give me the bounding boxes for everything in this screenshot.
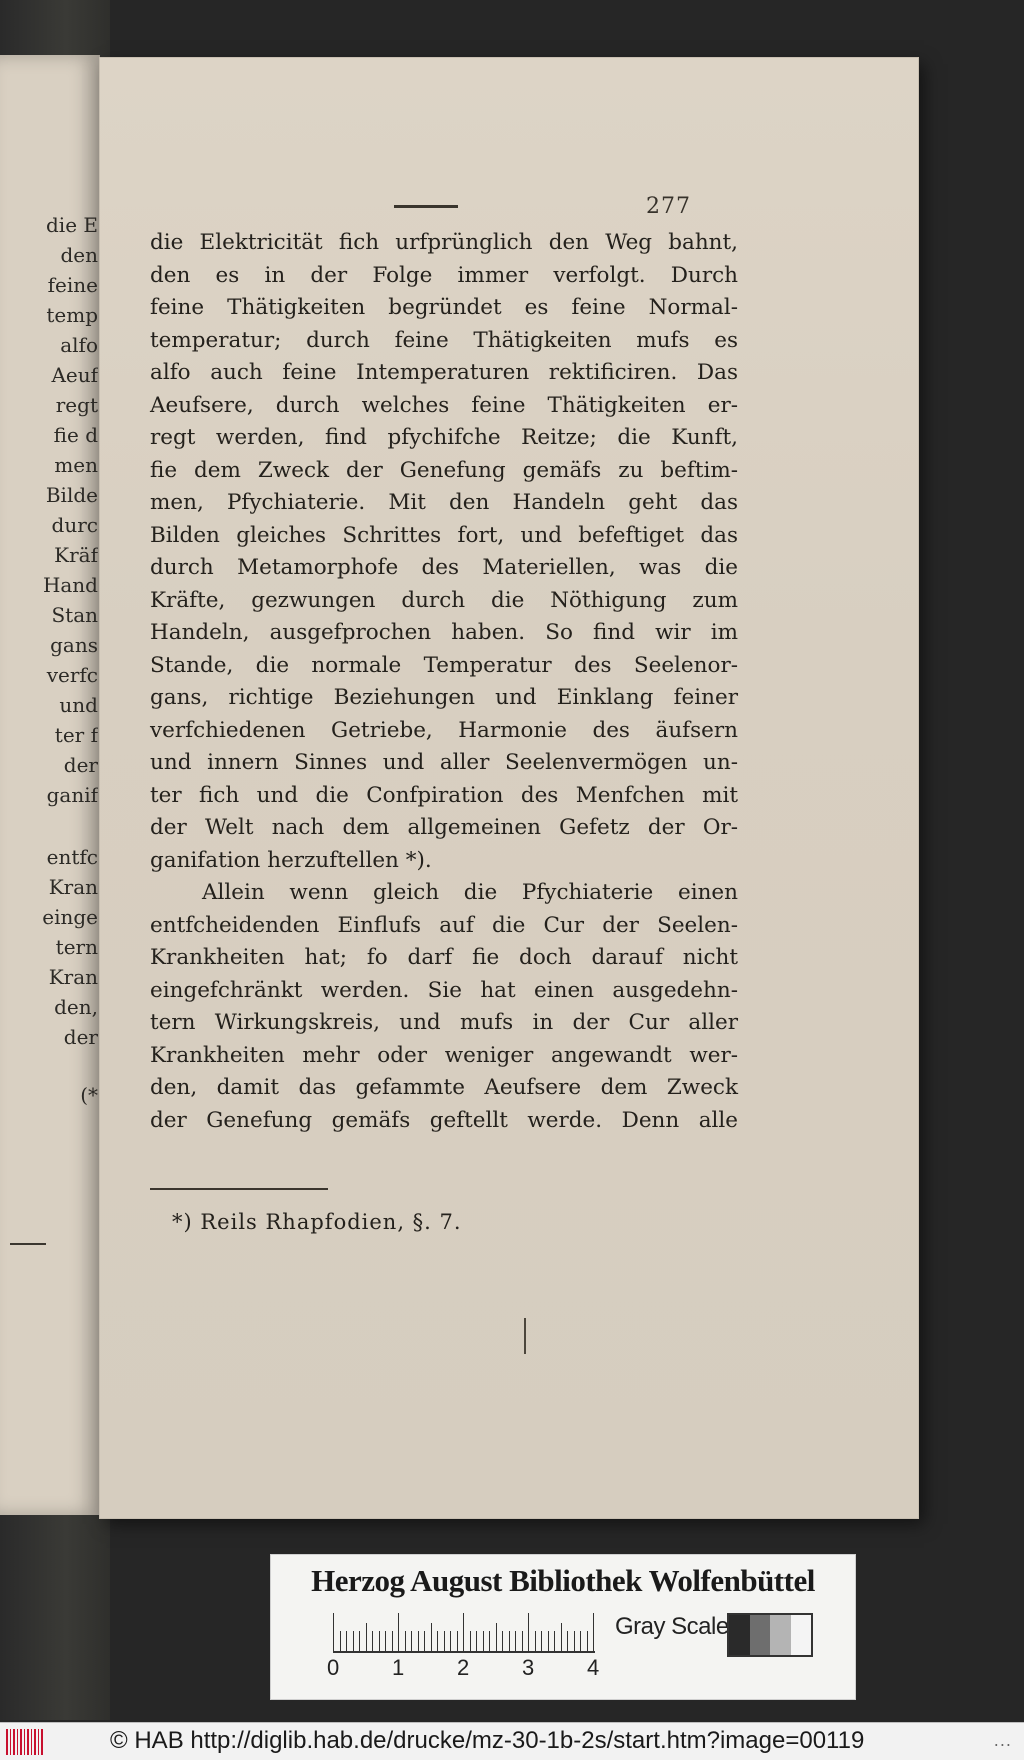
- text-line: regt werden, find pfychifche Reitze; die Kunft,: [150, 425, 738, 450]
- ruler-number: 2: [457, 1655, 470, 1680]
- footnote: *) Reils Rhapfodien, §. 7.: [172, 1210, 462, 1234]
- ruler-tick: [580, 1631, 581, 1651]
- text-line: Handeln, ausgefprochen haben. So find wir im: [150, 620, 738, 645]
- left-page-fragment: durc: [51, 513, 98, 537]
- header-rule: [394, 205, 458, 208]
- ruler-tick: [528, 1613, 529, 1651]
- book-page: [100, 58, 918, 1518]
- text-line: der Genefung gemäfs geftellt werde. Denn alle: [150, 1107, 738, 1133]
- ruler-tick: [548, 1631, 549, 1651]
- ruler-tick: [333, 1613, 334, 1651]
- text-line: Allein wenn gleich die Pfychiaterie einen: [202, 880, 738, 905]
- text-line: tern Wirkungskreis, und mufs in der Cur aller: [150, 1010, 738, 1035]
- left-page-fragment: die E: [46, 213, 98, 237]
- text-line: fie dem Zweck der Genefung gemäfs zu beftim-: [150, 457, 738, 483]
- left-page-fragment: Kran: [48, 965, 98, 989]
- text-line: Bilden gleiches Schrittes fort, und befeftiget das: [150, 522, 738, 548]
- swatch-dark-gray: [750, 1615, 771, 1655]
- ruler-number: 4: [587, 1655, 600, 1680]
- ruler-tick: [359, 1631, 360, 1651]
- ruler-tick: [424, 1631, 425, 1651]
- text-line: durch Metamorphofe des Materiellen, was die: [150, 555, 738, 580]
- ruler-tick: [405, 1631, 406, 1651]
- ruler-tick: [587, 1631, 588, 1651]
- ruler-tick: [554, 1631, 555, 1651]
- swatch-white: [791, 1615, 812, 1655]
- ruler-tick: [372, 1631, 373, 1651]
- left-page-fragment: der: [63, 753, 98, 777]
- text-line: temperatur; durch feine Thätigkeiten mufs es: [150, 327, 738, 353]
- text-line: entfcheidenden Einflufs auf die Cur der Seelen-: [150, 912, 738, 938]
- ruler-tick: [392, 1631, 393, 1651]
- left-page-fragment: Aeuf: [51, 363, 98, 387]
- left-page-fragment: alfo: [60, 333, 98, 357]
- gray-scale-swatches: [727, 1613, 813, 1657]
- text-line: verfchiedenen Getriebe, Harmonie des äufsern: [150, 717, 738, 743]
- ruler-tick: [457, 1631, 458, 1651]
- left-page-fragment: verfc: [46, 663, 98, 687]
- text-line: Krankheiten mehr oder weniger angewandt wer-: [150, 1042, 738, 1068]
- ruler-tick: [379, 1631, 380, 1651]
- ruler-tick: [515, 1631, 516, 1651]
- left-page-fragment: regt: [55, 393, 98, 417]
- left-page-fragment: ganif: [46, 783, 98, 807]
- ruler-tick: [522, 1631, 523, 1651]
- ruler-tick: [346, 1631, 347, 1651]
- ruler-tick: [411, 1631, 412, 1651]
- ruler-tick: [574, 1631, 575, 1651]
- left-page-fragment: einge: [42, 905, 98, 929]
- text-line: den, damit das gefammte Aeufsere dem Zweck: [150, 1075, 738, 1100]
- text-line: Aeufsere, durch welches feine Thätigkeiten er-: [150, 392, 738, 418]
- left-page-fragment: feine: [47, 273, 98, 297]
- text-line: ganifation herzuftellen *).: [150, 847, 432, 873]
- text-line: gans, richtige Beziehungen und Einklang feiner: [150, 685, 738, 710]
- text-line: alfo auch feine Intemperaturen rektificiren. Das: [150, 360, 738, 385]
- ruler-number: 0: [327, 1655, 340, 1680]
- ruler-tick: [431, 1623, 432, 1651]
- ruler-tick: [509, 1631, 510, 1651]
- ruler-number: 1: [392, 1655, 405, 1680]
- ruler-tick: [444, 1631, 445, 1651]
- ruler-tick: [496, 1623, 497, 1651]
- more-menu-icon[interactable]: ...: [993, 1731, 1012, 1750]
- ruler-tick: [483, 1631, 484, 1651]
- left-page-fragment: entfc: [46, 845, 98, 869]
- ruler-tick: [340, 1631, 341, 1651]
- left-page-fragment: (*: [80, 1083, 98, 1107]
- left-page-fragment: Hand: [42, 573, 98, 597]
- swatch-black: [729, 1615, 750, 1655]
- ruler-tick: [398, 1613, 399, 1651]
- left-page-fragment: tern: [55, 935, 98, 959]
- ruler-tick: [489, 1631, 490, 1651]
- left-page-fragment: den: [60, 243, 98, 267]
- left-page-fragment: Stan: [51, 603, 98, 627]
- left-page-fragment: Bilde: [45, 483, 98, 507]
- text-line: den es in der Folge immer verfolgt. Durch: [150, 262, 738, 288]
- left-page-fragment: und: [59, 693, 98, 717]
- ruler-tick: [561, 1623, 562, 1651]
- measurement-ruler: [333, 1613, 595, 1653]
- left-page-fragment: men: [54, 453, 98, 477]
- ruler-tick: [385, 1631, 386, 1651]
- text-line: die Elektricität fich urfprünglich den Weg bahnt,: [150, 230, 738, 255]
- ruler-tick: [353, 1631, 354, 1651]
- text-line: feine Thätigkeiten begründet es feine Normal-: [150, 295, 738, 320]
- ruler-number: 3: [522, 1655, 535, 1680]
- ruler-tick: [502, 1631, 503, 1651]
- source-url-link[interactable]: © HAB http://diglib.hab.de/drucke/mz-30-1b-2s/start.htm?image=00119: [110, 1727, 865, 1754]
- ruler-tick: [535, 1631, 536, 1651]
- card-title: Herzog August Bibliothek Wolfenbüttel: [311, 1563, 815, 1598]
- left-page-fragment: ter f: [54, 723, 98, 747]
- text-line: Kräfte, gezwungen durch die Nöthigung zum: [150, 587, 738, 613]
- left-page-fragment: Kräf: [54, 543, 98, 567]
- status-bar: [0, 1722, 1024, 1760]
- left-page-fragment: fie d: [53, 423, 98, 447]
- ruler-tick: [366, 1623, 367, 1651]
- ruler-tick: [567, 1631, 568, 1651]
- ruler-tick: [476, 1631, 477, 1651]
- hab-logo-icon[interactable]: [6, 1729, 44, 1755]
- color-calibration-card: [270, 1554, 856, 1700]
- left-page-fragment: gans: [50, 633, 98, 657]
- footnote-rule: [150, 1188, 328, 1190]
- text-line: men, Pfychiaterie. Mit den Handeln geht das: [150, 490, 738, 515]
- ruler-tick: [541, 1631, 542, 1651]
- paper-crease: [524, 1318, 526, 1354]
- ruler-tick: [593, 1613, 594, 1651]
- left-footnote-rule: [10, 1243, 46, 1245]
- left-page-fragment: den,: [54, 995, 98, 1019]
- swatch-light-gray: [770, 1615, 791, 1655]
- text-line: der Welt nach dem allgemeinen Gefetz der Or-: [150, 815, 738, 840]
- left-page-fragment: temp: [46, 303, 98, 327]
- text-line: Stande, die normale Temperatur des Seelenor-: [150, 652, 738, 678]
- ruler-tick: [437, 1631, 438, 1651]
- page-number: 277: [646, 194, 691, 219]
- text-line: und innern Sinnes und aller Seelenvermögen un-: [150, 750, 738, 775]
- left-page-fragment: Kran: [48, 875, 98, 899]
- ruler-tick: [450, 1631, 451, 1651]
- ruler-tick: [418, 1631, 419, 1651]
- ruler-tick: [463, 1613, 464, 1651]
- ruler-tick: [470, 1631, 471, 1651]
- text-line: ter fich und die Confpiration des Menfchen mit: [150, 782, 738, 808]
- left-facing-page: [0, 55, 100, 1515]
- left-page-fragment: der: [63, 1025, 98, 1049]
- text-line: eingefchränkt werden. Sie hat einen ausgedehn-: [150, 977, 738, 1003]
- gray-scale-label: Gray Scale: [615, 1613, 729, 1640]
- text-line: Krankheiten hat; fo darf fie doch darauf nicht: [150, 945, 738, 970]
